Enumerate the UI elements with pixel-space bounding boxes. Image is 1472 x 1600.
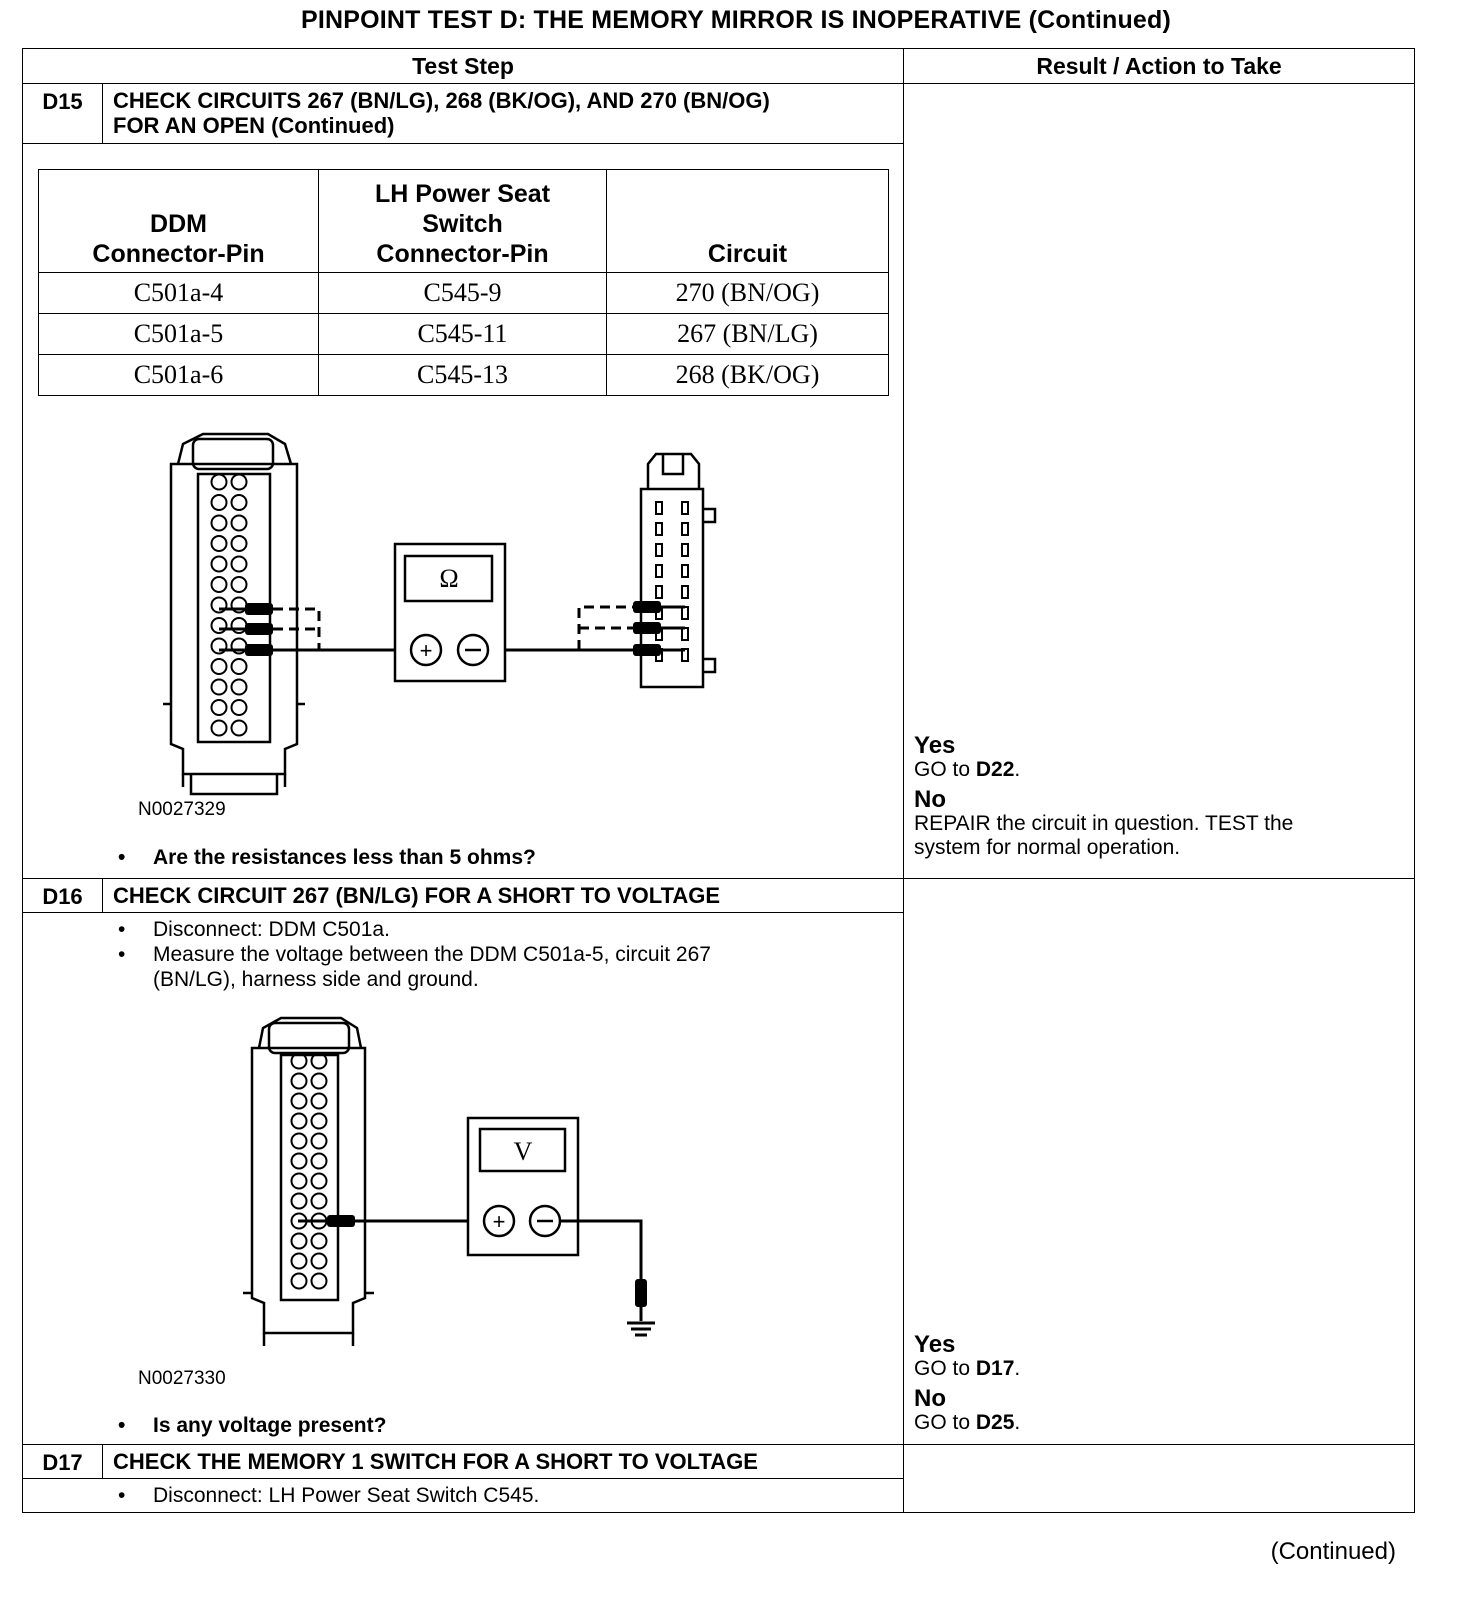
no-label: No [914, 786, 947, 813]
figure-id-d16: N0027330 [138, 1368, 226, 1389]
table-cell: C501a-4 [39, 273, 319, 314]
table-cell: 267 (BN/LG) [607, 314, 889, 355]
pin-table-header-ddm: DDM Connector-Pin [39, 170, 319, 273]
svg-text:+: + [492, 1209, 506, 1234]
no-label: No [914, 1385, 947, 1412]
step-title-d15-line2: FOR AN OPEN (Continued) [113, 113, 395, 138]
yes-label: Yes [914, 732, 956, 759]
step-title-d16: CHECK CIRCUIT 267 (BN/LG) FOR A SHORT TO VOLTAGE [103, 879, 904, 913]
footer-continued: (Continued) [1270, 1538, 1396, 1565]
result-d16-text: Yes GO to D17. No GO to D25. [914, 1331, 1021, 1434]
ohm-symbol: Ω [439, 564, 459, 593]
figure-id-d15: N0027329 [138, 799, 226, 820]
step-body-d17 [23, 1479, 904, 1513]
pin-table-header-switch: LH Power Seat Switch Connector-Pin [319, 170, 607, 273]
table-cell: 268 (BK/OG) [607, 355, 889, 396]
table-cell: C545-13 [319, 355, 607, 396]
page-title: PINPOINT TEST D: THE MEMORY MIRROR IS INOPERATIVE (Continued) [300, 6, 1172, 34]
table-cell: C545-11 [319, 314, 607, 355]
yes-label: Yes [914, 1331, 956, 1358]
pin-table-header-circuit: Circuit [607, 170, 889, 273]
no-ref-d25: D25 [975, 1411, 1015, 1434]
step-title-d17: CHECK THE MEMORY 1 SWITCH FOR A SHORT TO VOLTAGE [103, 1445, 904, 1479]
table-cell: C501a-5 [39, 314, 319, 355]
step-title-d15-line1: CHECK CIRCUITS 267 (BN/LG), 268 (BK/OG), AND 270 (BN/OG) [113, 88, 770, 113]
question-d16: • Is any voltage present? [153, 1413, 386, 1438]
step-id-d17: D17 [23, 1445, 103, 1479]
result-d16 [904, 879, 1415, 1445]
volt-symbol: V [513, 1137, 533, 1166]
step-title-d15 [103, 84, 904, 144]
voltmeter-diagram [23, 913, 903, 1445]
bullet-d16-2: • Measure the voltage between the DDM C501a-5, circuit 267 (BN/LG), harness side and ground. [153, 942, 711, 992]
yes-ref-d17: D17 [975, 1357, 1015, 1380]
result-d15 [904, 84, 1415, 879]
pinpoint-test-table [22, 48, 1415, 1513]
svg-text:+: + [419, 638, 433, 663]
table-cell: C545-9 [319, 273, 607, 314]
question-d15: • Are the resistances less than 5 ohms? [153, 845, 536, 870]
result-d17 [904, 1445, 1415, 1513]
yes-ref-d22: D22 [975, 758, 1015, 781]
bullet-d16-1: • Disconnect: DDM C501a. [153, 917, 390, 942]
step-body-d15 [23, 144, 904, 879]
result-d15-text: Yes GO to D22. No REPAIR the circuit in question. TEST the system for normal operation. [914, 732, 1294, 859]
step-body-d16 [23, 913, 904, 1445]
table-cell: 270 (BN/OG) [607, 273, 889, 314]
step-id-d16: D16 [23, 879, 103, 913]
step-id-d15: D15 [23, 84, 103, 144]
header-test-step: Test Step [23, 49, 904, 84]
table-cell: C501a-6 [39, 355, 319, 396]
header-result: Result / Action to Take [904, 49, 1415, 84]
ohmmeter-diagram [23, 144, 903, 879]
bullet-d17-1: • Disconnect: LH Power Seat Switch C545. [153, 1483, 539, 1508]
